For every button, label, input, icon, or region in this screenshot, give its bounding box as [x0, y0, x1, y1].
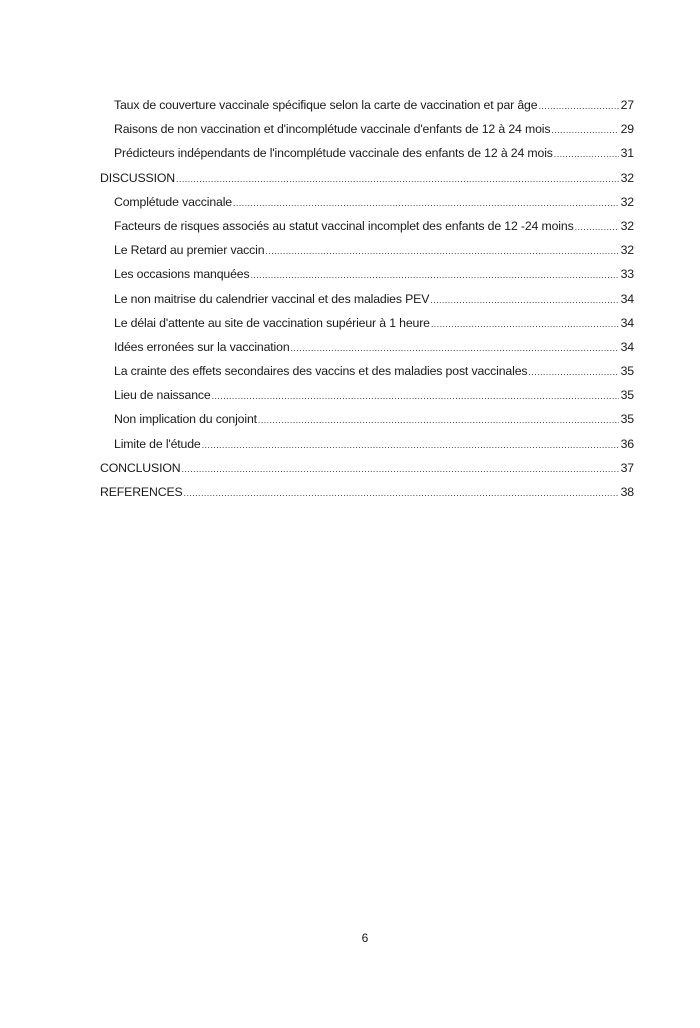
- toc-entry-page: 35: [620, 412, 634, 427]
- dot-leader: [575, 222, 619, 232]
- toc-entry-occasions-manquees[interactable]: [100, 267, 634, 291]
- toc-entry-page: 32: [620, 218, 634, 233]
- toc-entry-delai-attente[interactable]: [100, 316, 634, 340]
- toc-entry-calendrier-vaccinal[interactable]: [100, 292, 634, 316]
- toc-entry-raisons-non-vaccination[interactable]: [100, 122, 634, 146]
- dot-leader: [212, 391, 619, 401]
- toc-entry-title: Le délai d'attente au site de vaccination supérieur à 1 heure: [114, 315, 430, 330]
- page-number: 6: [361, 931, 369, 945]
- dot-leader: [184, 488, 619, 498]
- toc-entry-title: DISCUSSION: [100, 170, 176, 185]
- toc-entry-title: Idées erronées sur la vaccination: [114, 339, 290, 354]
- toc-entry-implication-conjoint[interactable]: [100, 412, 634, 436]
- toc-entry-crainte-effets[interactable]: [100, 364, 634, 388]
- toc-entry-title: La crainte des effets secondaires des vaccins et des maladies post vaccinales: [114, 364, 528, 379]
- toc-entry-lieu-naissance[interactable]: [100, 388, 634, 412]
- toc-entry-title: Le non maitrise du calendrier vaccinal et des maladies PEV: [114, 291, 430, 306]
- toc-entry-predicteurs[interactable]: [100, 146, 634, 170]
- toc-entry-title: CONCLUSION: [100, 460, 181, 475]
- toc-entry-page: 31: [620, 146, 634, 161]
- toc-entry-title: Complétude vaccinale: [114, 194, 232, 209]
- toc-entry-page: 29: [620, 122, 634, 137]
- toc-entry-facteurs-risques[interactable]: [100, 219, 634, 243]
- dot-leader: [265, 246, 619, 256]
- toc-entry-page: 35: [620, 364, 634, 379]
- toc-entry-idees-erronees[interactable]: [100, 340, 634, 364]
- dot-leader: [538, 101, 619, 111]
- toc-entry-title: Non implication du conjoint: [114, 412, 257, 427]
- toc-entry-retard-premier-vaccin[interactable]: [100, 243, 634, 267]
- toc-entry-title: REFERENCES: [100, 485, 183, 499]
- toc-entry-page: 27: [620, 98, 634, 112]
- toc-entry-title: Raisons de non vaccination et d'incomplétude vaccinale d'enfants de 12 à 24 mois: [114, 122, 551, 137]
- toc-entry-title: Taux de couverture vaccinale spécifique selon la carte de vaccination et par âge: [114, 98, 538, 112]
- toc-entry-title: Prédicteurs indépendants de l'incomplétude vaccinale des enfants de 12 à 24 mois: [114, 146, 553, 161]
- dot-leader: [176, 174, 619, 184]
- toc-entry-page: 32: [620, 170, 634, 185]
- toc-entry-discussion[interactable]: [100, 171, 634, 195]
- dot-leader: [551, 125, 619, 135]
- toc-entry-references[interactable]: [100, 485, 634, 509]
- toc-entry-page: 34: [620, 315, 634, 330]
- toc-entry-page: 34: [620, 339, 634, 354]
- dot-leader: [258, 415, 619, 425]
- toc-entry-page: 34: [620, 291, 634, 306]
- dot-leader: [202, 440, 619, 450]
- dot-leader: [431, 319, 619, 329]
- toc-entry-page: 37: [620, 460, 634, 475]
- dot-leader: [182, 464, 620, 474]
- toc-entry-title: Facteurs de risques associés au statut vaccinal incomplet des enfants de 12 -24 moins: [114, 218, 574, 233]
- dot-leader: [554, 149, 619, 159]
- toc-entry-completude-vaccinale[interactable]: [100, 195, 634, 219]
- toc-entry-conclusion[interactable]: [100, 461, 634, 485]
- dot-leader: [430, 295, 619, 305]
- toc-entry-page: 38: [620, 485, 634, 499]
- toc-entry-title: Lieu de naissance: [114, 388, 211, 403]
- toc-entry-taux-couverture[interactable]: [100, 98, 634, 122]
- toc-entry-page: 35: [620, 388, 634, 403]
- toc-entry-limite-etude[interactable]: [100, 437, 634, 461]
- toc-entry-page: 32: [620, 194, 634, 209]
- toc-entry-page: 32: [620, 243, 634, 258]
- toc-entry-page: 33: [620, 267, 634, 282]
- toc-entry-page: 36: [620, 436, 634, 451]
- toc-entry-title: Les occasions manquées: [114, 267, 250, 282]
- dot-leader: [233, 198, 619, 208]
- toc-entry-title: Limite de l'étude: [114, 436, 201, 451]
- table-of-contents: [100, 98, 634, 509]
- dot-leader: [528, 367, 619, 377]
- toc-entry-title: Le Retard au premier vaccin: [114, 243, 265, 258]
- dot-leader: [291, 343, 619, 353]
- dot-leader: [250, 270, 619, 280]
